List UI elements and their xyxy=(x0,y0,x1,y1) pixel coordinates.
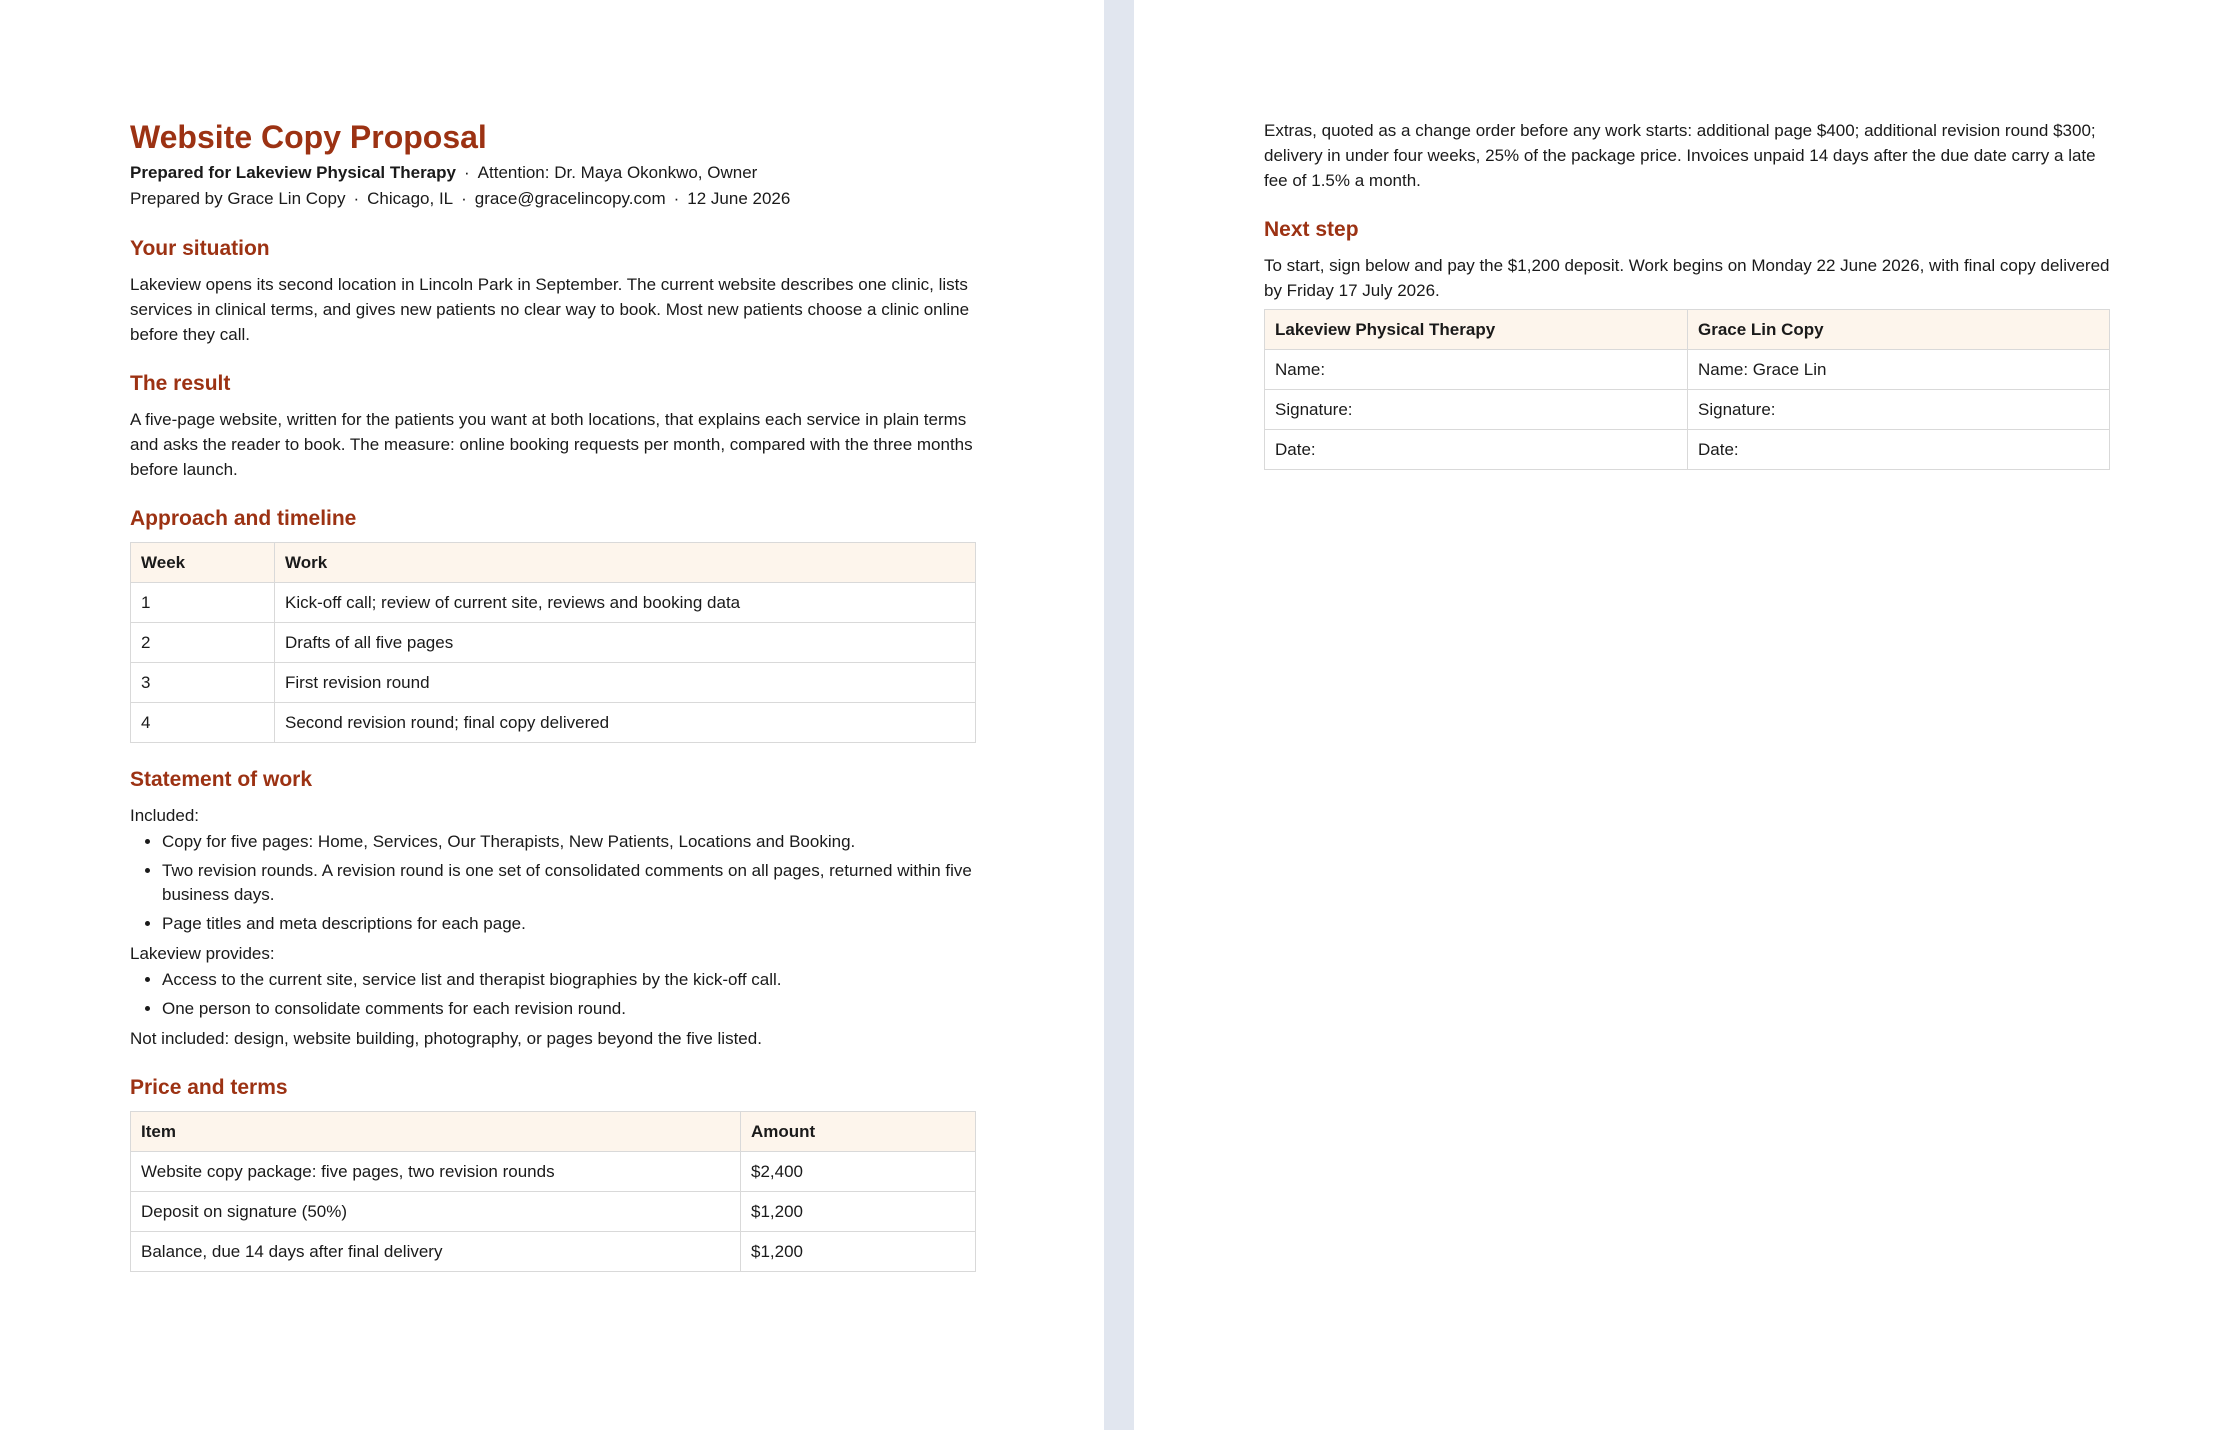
work-cell: Second revision round; final copy delivered xyxy=(275,703,976,743)
sow-heading: Statement of work xyxy=(130,768,313,791)
not-included-text: Not included: design, website building, photography, or pages beyond the five listed. xyxy=(130,1029,762,1048)
client-signature-column: Lakeview Physical Therapy xyxy=(1265,310,1688,350)
table-row xyxy=(1265,390,2110,430)
week-cell: 1 xyxy=(131,583,275,623)
column-header: Week xyxy=(131,543,275,583)
list-item: • Two revision rounds. A revision round is one set of consolidated comments on all pages, returned within five business days. xyxy=(162,859,976,907)
provides-label: Lakeview provides: xyxy=(130,944,275,963)
signature-field[interactable]: Signature: xyxy=(1688,390,2110,430)
week-cell: 3 xyxy=(131,663,275,703)
table-row xyxy=(131,623,976,663)
provides-list xyxy=(130,968,976,1021)
amount-cell: $1,200 xyxy=(741,1232,976,1272)
week-cell: 4 xyxy=(131,703,275,743)
client-name: Prepared for Lakeview Physical Therapy xyxy=(130,163,456,182)
page-2 xyxy=(1134,0,2240,1430)
price-heading: Price and terms xyxy=(130,1076,288,1099)
result-text: A five-page website, written for the patients you want at both locations, that explains each service in plain terms and asks the reader to book. The measure: online booking requests per month, compared with the three months before launch. xyxy=(130,410,973,479)
table-row xyxy=(131,703,976,743)
table-row xyxy=(131,1192,976,1232)
situation-text: Lakeview opens its second location in Lincoln Park in September. The current website describes one clinic, lists services in clinical terms, and gives new patients no clear way to book. Most new patients choose a clinic online before they call. xyxy=(130,275,970,344)
item-cell: Website copy package: five pages, two revision rounds xyxy=(131,1152,741,1192)
situation-heading: Your situation xyxy=(130,237,270,260)
included-label: Included: xyxy=(130,806,199,825)
table-row xyxy=(131,663,976,703)
item-cell: Deposit on signature (50%) xyxy=(131,1192,741,1232)
prepared-by-line xyxy=(130,186,976,212)
table-header-row xyxy=(1265,310,2110,350)
separator-dot: · xyxy=(673,189,680,208)
name-field[interactable]: Name: xyxy=(1265,350,1688,390)
amount-cell: $1,200 xyxy=(741,1192,976,1232)
included-list xyxy=(130,830,976,936)
signature-field[interactable]: Signature: xyxy=(1265,390,1688,430)
list-item: • Access to the current site, service list and therapist biographies by the kick-off call. xyxy=(162,968,976,992)
list-item: • Page titles and meta descriptions for each page. xyxy=(162,912,976,936)
table-row xyxy=(131,583,976,623)
timeline-heading: Approach and timeline xyxy=(130,507,357,530)
list-item: • One person to consolidate comments for each revision round. xyxy=(162,997,976,1021)
document-title: Website Copy Proposal xyxy=(130,119,487,155)
name-field[interactable]: Name: Grace Lin xyxy=(1688,350,2110,390)
proposal-date: 12 June 2026 xyxy=(687,189,791,208)
page-1 xyxy=(0,0,1104,1430)
table-row xyxy=(131,1232,976,1272)
work-cell: Kick-off call; review of current site, reviews and booking data xyxy=(275,583,976,623)
date-field[interactable]: Date: xyxy=(1265,430,1688,470)
item-cell: Balance, due 14 days after final delivery xyxy=(131,1232,741,1272)
table-row xyxy=(1265,430,2110,470)
prepared-by: Prepared by Grace Lin Copy xyxy=(130,189,346,208)
table-row xyxy=(131,1152,976,1192)
column-header: Item xyxy=(131,1112,741,1152)
table-row xyxy=(1265,350,2110,390)
next-step-heading: Next step xyxy=(1264,218,1359,241)
work-cell: First revision round xyxy=(275,663,976,703)
page-1-content xyxy=(130,114,976,1272)
table-header-row xyxy=(131,1112,976,1152)
week-cell: 2 xyxy=(131,623,275,663)
work-cell: Drafts of all five pages xyxy=(275,623,976,663)
result-heading: The result xyxy=(130,372,231,395)
date-field[interactable]: Date: xyxy=(1688,430,2110,470)
amount-cell: $2,400 xyxy=(741,1152,976,1192)
next-step-text: To start, sign below and pay the $1,200 deposit. Work begins on Monday 22 June 2026, with final copy delivered by Friday 17 July 2026. xyxy=(1264,256,2110,300)
column-header: Amount xyxy=(741,1112,976,1152)
provider-signature-column: Grace Lin Copy xyxy=(1688,310,2110,350)
prepared-for-line xyxy=(130,160,976,186)
list-item: • Copy for five pages: Home, Services, Our Therapists, New Patients, Locations and Booking. xyxy=(162,830,976,854)
signature-table xyxy=(1264,309,2110,470)
attention-line: Attention: Dr. Maya Okonkwo, Owner xyxy=(477,163,758,182)
table-header-row xyxy=(131,543,976,583)
extras-text: Extras, quoted as a change order before any work starts: additional page $400; additional revision round $300; delivery in under four weeks, 25% of the package price. Invoices unpaid 14 days after the due date carry a late fee of 1.5% a month. xyxy=(1264,121,2096,190)
separator-dot: · xyxy=(353,189,360,208)
timeline-table xyxy=(130,542,976,743)
email: grace@gracelincopy.com xyxy=(474,189,666,208)
page-2-content xyxy=(1264,118,2110,470)
separator-dot: · xyxy=(463,163,470,182)
column-header: Work xyxy=(275,543,976,583)
separator-dot: · xyxy=(461,189,467,208)
price-table xyxy=(130,1111,976,1272)
location: Chicago, IL xyxy=(367,189,454,208)
